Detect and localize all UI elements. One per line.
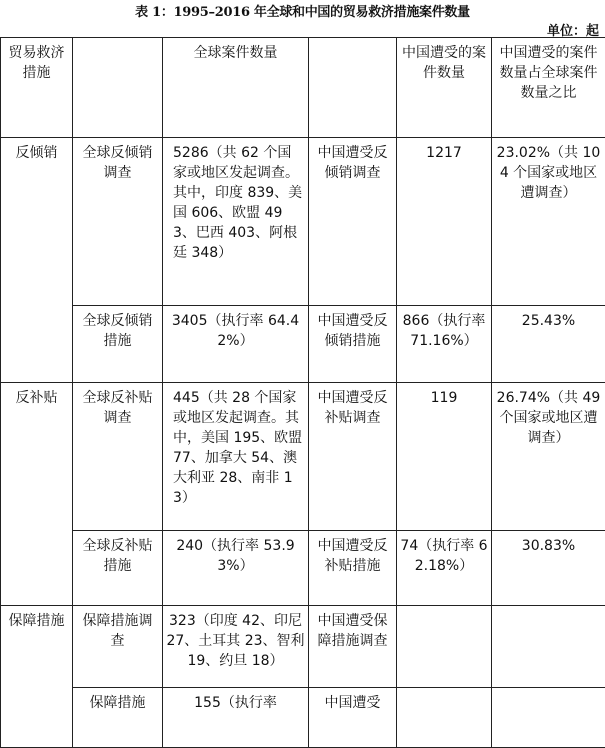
china-count-cell: 866（执行率 71.16%）: [397, 306, 492, 383]
category-cell: 保障措施: [1, 606, 73, 748]
global-count-cell: 5286（共 62 个国家或地区发起调查。其中，印度 839、美国 606、欧盟 493、巴西 403、阿根廷 348）: [163, 138, 309, 306]
ratio-cell: [492, 606, 605, 688]
header-measure: 贸易救济措施: [1, 38, 73, 138]
header-empty-2: [73, 38, 163, 138]
category-cell: 反补贴: [1, 383, 73, 606]
global-count-cell: 3405（执行率 64.42%）: [163, 306, 309, 383]
ratio-cell: 25.43%: [492, 306, 605, 383]
global-count-cell: 323（印度 42、印尼 27、土耳其 23、智利 19、约旦 18）: [163, 606, 309, 688]
table-title: 表 1：1995–2016 年全球和中国的贸易救济措施案件数量: [0, 1, 605, 20]
table-row: [1, 606, 605, 688]
china-count-cell: 119: [397, 383, 492, 531]
china-type-cell: 中国遭受: [309, 688, 397, 748]
header-china-count: 中国遭受的案件数量: [397, 38, 492, 138]
global-type-cell: 全球反补贴调查: [73, 383, 163, 531]
ratio-cell: 30.83%: [492, 531, 605, 606]
china-count-cell: 74（执行率 62.18%）: [397, 531, 492, 606]
china-type-cell: 中国遭受反倾销措施: [309, 306, 397, 383]
china-type-cell: 中国遭受保障措施调查: [309, 606, 397, 688]
ratio-cell: 23.02%（共 104 个国家或地区遭调查）: [492, 138, 605, 306]
global-type-cell: 全球反补贴措施: [73, 531, 163, 606]
global-count-cell: 240（执行率 53.93%）: [163, 531, 309, 606]
category-cell: 反倾销: [1, 138, 73, 383]
unit-label: 单位：起: [547, 20, 599, 39]
table-row: [1, 383, 605, 531]
global-type-cell: 全球反倾销调查: [73, 138, 163, 306]
global-count-cell: 155（执行率: [163, 688, 309, 748]
china-type-cell: 中国遭受反补贴措施: [309, 531, 397, 606]
header-empty-4: [309, 38, 397, 138]
header-ratio: 中国遭受的案件数量占全球案件数量之比: [492, 38, 605, 138]
header-global-count: 全球案件数量: [163, 38, 309, 138]
trade-remedy-table: [0, 37, 605, 748]
global-type-cell: 保障措施调查: [73, 606, 163, 688]
global-count-cell: 445（共 28 个国家或地区发起调查。其中，美国 195、欧盟 77、加拿大 54、澳大利亚 28、南非 13）: [163, 383, 309, 531]
global-type-cell: 全球反倾销措施: [73, 306, 163, 383]
table-row: [1, 138, 605, 306]
china-count-cell: [397, 606, 492, 688]
global-type-cell: 保障措施: [73, 688, 163, 748]
table-row: [1, 531, 605, 606]
table-row: [1, 306, 605, 383]
ratio-cell: 26.74%（共 49 个国家或地区遭调查）: [492, 383, 605, 531]
china-count-cell: 1217: [397, 138, 492, 306]
china-type-cell: 中国遭受反倾销调查: [309, 138, 397, 306]
china-type-cell: 中国遭受反补贴调查: [309, 383, 397, 531]
header-row: [1, 38, 605, 138]
